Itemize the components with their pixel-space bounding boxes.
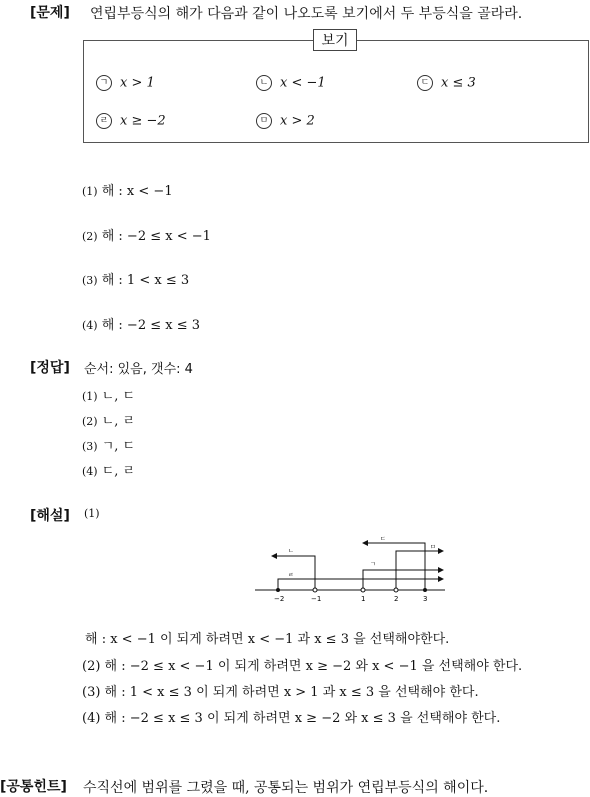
- item-number: (3): [82, 440, 98, 453]
- problem-item: [82, 269, 189, 288]
- point-open: [361, 588, 365, 592]
- item-text: 해 : x < −1: [101, 184, 173, 199]
- item-text: ㄱ, ㄷ: [101, 439, 136, 454]
- problem-item: [82, 180, 173, 199]
- problem-item: [82, 225, 211, 244]
- answer-item: [82, 460, 135, 479]
- problem-question: 연립부등식의 해가 다음과 같이 나오도록 보기에서 두 부등식을 골라라.: [90, 6, 523, 22]
- option-expr: x > 1: [120, 75, 155, 91]
- bogi-title: 보기: [313, 29, 357, 51]
- solution-line: (3) 해 : 1 < x ≤ 3 이 되게 하려면 x > 1 과 x ≤ 3 을 선택해야 한다.: [82, 685, 479, 700]
- tick-label: 3: [423, 595, 428, 603]
- problem-item: [82, 314, 200, 333]
- option-expr: x > 2: [280, 113, 315, 129]
- range-b-label: ㄴ: [288, 548, 294, 555]
- item-text: ㄷ, ㄹ: [101, 464, 136, 479]
- option-3: [417, 75, 476, 91]
- option-mark: ㄷ: [417, 75, 433, 91]
- item-text: ㄴ, ㄹ: [101, 414, 136, 429]
- item-text: ㄴ, ㄷ: [101, 389, 136, 404]
- item-number: (4): [82, 465, 98, 478]
- answer-tag: [정답]: [30, 360, 70, 376]
- range-d-label: ㄹ: [288, 572, 294, 579]
- range-e-label: ㅁ: [430, 544, 436, 551]
- number-line-diagram: [250, 535, 450, 605]
- solution-first-number: (1): [84, 507, 100, 520]
- solution-line: (2) 해 : −2 ≤ x < −1 이 되게 하려면 x ≥ −2 와 x < −1 을 선택해야 한다.: [82, 659, 523, 674]
- item-text: 해 : −2 ≤ x < −1: [101, 229, 211, 244]
- option-4: [96, 113, 166, 129]
- point-closed: [423, 588, 427, 592]
- point-closed: [276, 588, 280, 592]
- item-number: (1): [82, 185, 98, 198]
- answer-item: [82, 410, 135, 429]
- tick-label: −1: [311, 595, 322, 603]
- range-a: [363, 570, 443, 590]
- item-text: 해 : 1 < x ≤ 3: [101, 273, 190, 288]
- item-number: (2): [82, 415, 98, 428]
- option-mark: ㄴ: [256, 75, 272, 91]
- solution-line: 해 : x < −1 이 되게 하려면 x < −1 과 x ≤ 3 을 선택해야한다.: [85, 632, 450, 647]
- range-c-label: ㄷ: [380, 536, 386, 543]
- tick-label: −2: [274, 595, 285, 603]
- item-number: (1): [82, 390, 98, 403]
- problem-tag: [문제]: [30, 5, 70, 21]
- solution-line: (4) 해 : −2 ≤ x ≤ 3 이 되게 하려면 x ≥ −2 와 x ≤ 3 을 선택해야 한다.: [82, 711, 501, 726]
- option-expr: x ≤ 3: [441, 75, 476, 91]
- option-1: [96, 75, 155, 91]
- item-number: (4): [82, 319, 98, 332]
- point-open: [394, 588, 398, 592]
- answer-meta: 순서: 있음, 갯수: 4: [84, 362, 193, 377]
- option-mark: ㄹ: [96, 113, 112, 129]
- hint-text: 수직선에 범위를 그렸을 때, 공통되는 범위가 연립부등식의 해이다.: [83, 780, 489, 796]
- answer-item: [82, 385, 135, 404]
- item-text: 해 : −2 ≤ x ≤ 3: [101, 318, 201, 333]
- answer-item: [82, 435, 135, 454]
- tick-label: 2: [394, 595, 399, 603]
- point-open: [313, 588, 317, 592]
- item-number: (2): [82, 230, 98, 243]
- option-mark: ㄱ: [96, 75, 112, 91]
- range-d: [278, 579, 443, 590]
- solution-tag: [해설]: [30, 508, 70, 524]
- option-mark: ㅁ: [256, 113, 272, 129]
- tick-label: 1: [361, 595, 366, 603]
- item-number: (3): [82, 274, 98, 287]
- hint-tag: [공통힌트]: [0, 779, 67, 795]
- option-expr: x < −1: [280, 75, 326, 91]
- range-a-label: ㄱ: [370, 561, 376, 568]
- option-2: [256, 75, 326, 91]
- option-expr: x ≥ −2: [120, 113, 166, 129]
- option-5: [256, 113, 315, 129]
